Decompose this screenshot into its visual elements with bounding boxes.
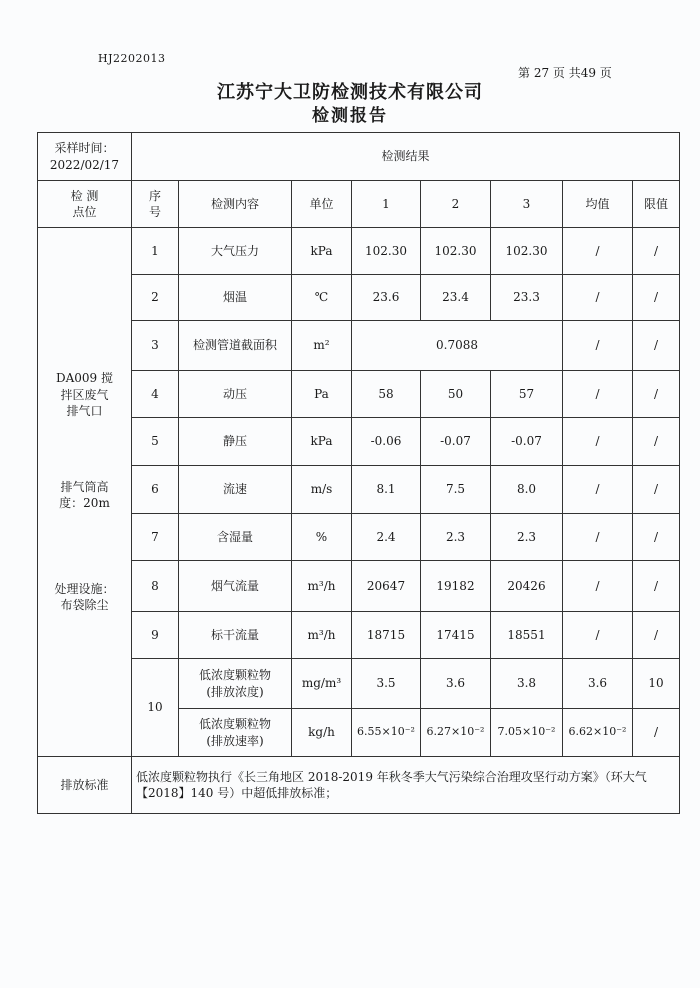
avg-cell: / <box>563 228 633 275</box>
col-unit-header: 单位 <box>292 181 352 228</box>
seq-cell: 10 <box>132 659 179 757</box>
sample-time-value: 2022/02/17 <box>49 157 120 172</box>
item-cell: 标干流量 <box>179 612 292 659</box>
sample-time-label: 采样时间： <box>54 141 115 156</box>
seq-cell: 4 <box>132 371 179 418</box>
limit-cell: / <box>633 466 680 514</box>
value-2-cell: 23.4 <box>421 275 491 321</box>
item-cell: 流速 <box>179 466 292 514</box>
limit-cell: / <box>633 371 680 418</box>
report-title: 检测报告 <box>312 106 388 126</box>
seq-cell: 9 <box>132 612 179 659</box>
results-table <box>37 132 680 814</box>
col-2-header: 2 <box>421 181 491 228</box>
limit-cell: / <box>633 514 680 561</box>
value-3-cell: 7.05×10⁻² <box>491 709 563 757</box>
value-1-cell: 8.1 <box>352 466 421 514</box>
value-2-cell: 3.6 <box>421 659 491 709</box>
section-area-value: 0.7088 <box>352 321 563 371</box>
page-number: 第 27 页 共49 页 <box>518 66 612 80</box>
value-1-cell: 20647 <box>352 561 421 612</box>
unit-cell: kPa <box>292 418 352 466</box>
unit-cell: kg/h <box>292 709 352 757</box>
value-1-cell: 102.30 <box>352 228 421 275</box>
col-point-header: 检 测 点位 <box>38 181 132 228</box>
limit-cell: / <box>633 275 680 321</box>
seq-cell: 1 <box>132 228 179 275</box>
item-cell: 烟气流量 <box>179 561 292 612</box>
limit-cell: 10 <box>633 659 680 709</box>
value-2-cell: 50 <box>421 371 491 418</box>
value-2-cell: 19182 <box>421 561 491 612</box>
value-2-cell: 102.30 <box>421 228 491 275</box>
unit-cell: m² <box>292 321 352 371</box>
avg-cell: / <box>563 418 633 466</box>
value-3-cell: 8.0 <box>491 466 563 514</box>
stack-height: 排气筒高 度：20m <box>59 479 110 511</box>
unit-cell: m/s <box>292 466 352 514</box>
sample-time-cell <box>38 133 132 181</box>
document-code: HJ2202013 <box>98 52 166 65</box>
value-1-cell: 23.6 <box>352 275 421 321</box>
standard-text: 低浓度颗粒物执行《长三角地区 2018-2019 年秋冬季大气污染综合治理攻坚行动方案》（环大气【2018】140 号）中超低排放标准； <box>132 757 680 814</box>
value-2-cell: 2.3 <box>421 514 491 561</box>
value-3-cell: 20426 <box>491 561 563 612</box>
value-3-cell: 57 <box>491 371 563 418</box>
seq-cell: 5 <box>132 418 179 466</box>
value-3-cell: 23.3 <box>491 275 563 321</box>
avg-cell: / <box>563 612 633 659</box>
results-header: 检测结果 <box>132 133 680 181</box>
col-3-header: 3 <box>491 181 563 228</box>
col-item-header: 检测内容 <box>179 181 292 228</box>
value-3-cell: 18551 <box>491 612 563 659</box>
unit-cell: m³/h <box>292 612 352 659</box>
col-avg-header: 均值 <box>563 181 633 228</box>
value-1-cell: 58 <box>352 371 421 418</box>
seq-cell: 7 <box>132 514 179 561</box>
item-cell: 烟温 <box>179 275 292 321</box>
treatment-facility: 处理设施： 布袋除尘 <box>54 582 115 613</box>
avg-cell: / <box>563 561 633 612</box>
item-cell: 动压 <box>179 371 292 418</box>
value-3-cell: 2.3 <box>491 514 563 561</box>
seq-cell: 6 <box>132 466 179 514</box>
col-seq-header: 序 号 <box>132 181 179 228</box>
seq-cell: 3 <box>132 321 179 371</box>
limit-cell: / <box>633 418 680 466</box>
value-1-cell: 2.4 <box>352 514 421 561</box>
value-1-cell: -0.06 <box>352 418 421 466</box>
avg-cell: / <box>563 514 633 561</box>
avg-cell: 6.62×10⁻² <box>563 709 633 757</box>
item-cell: 检测管道截面积 <box>179 321 292 371</box>
avg-cell: / <box>563 466 633 514</box>
avg-cell: / <box>563 321 633 371</box>
value-2-cell: -0.07 <box>421 418 491 466</box>
station-name: DA009 搅 拌区废气 排气口 <box>55 371 113 418</box>
item-cell: 含湿量 <box>179 514 292 561</box>
unit-cell: ℃ <box>292 275 352 321</box>
unit-cell: kPa <box>292 228 352 275</box>
avg-cell: / <box>563 371 633 418</box>
monitoring-point-cell <box>38 228 132 757</box>
value-1-cell: 6.55×10⁻² <box>352 709 421 757</box>
item-cell: 低浓度颗粒物 (排放速率) <box>179 709 292 757</box>
unit-cell: m³/h <box>292 561 352 612</box>
value-1-cell: 18715 <box>352 612 421 659</box>
limit-cell: / <box>633 612 680 659</box>
unit-cell: Pa <box>292 371 352 418</box>
seq-cell: 2 <box>132 275 179 321</box>
standard-label: 排放标准 <box>38 757 132 814</box>
limit-cell: / <box>633 228 680 275</box>
value-2-cell: 7.5 <box>421 466 491 514</box>
col-limit-header: 限值 <box>633 181 680 228</box>
value-3-cell: 3.8 <box>491 659 563 709</box>
unit-cell: % <box>292 514 352 561</box>
unit-cell: mg/m³ <box>292 659 352 709</box>
item-cell: 大气压力 <box>179 228 292 275</box>
value-3-cell: 102.30 <box>491 228 563 275</box>
limit-cell: / <box>633 709 680 757</box>
item-cell: 低浓度颗粒物 (排放浓度) <box>179 659 292 709</box>
company-name: 江苏宁大卫防检测技术有限公司 <box>217 82 483 103</box>
value-3-cell: -0.07 <box>491 418 563 466</box>
value-2-cell: 17415 <box>421 612 491 659</box>
avg-cell: / <box>563 275 633 321</box>
avg-cell: 3.6 <box>563 659 633 709</box>
seq-cell: 8 <box>132 561 179 612</box>
value-2-cell: 6.27×10⁻² <box>421 709 491 757</box>
limit-cell: / <box>633 561 680 612</box>
item-cell: 静压 <box>179 418 292 466</box>
limit-cell: / <box>633 321 680 371</box>
col-1-header: 1 <box>352 181 421 228</box>
value-1-cell: 3.5 <box>352 659 421 709</box>
